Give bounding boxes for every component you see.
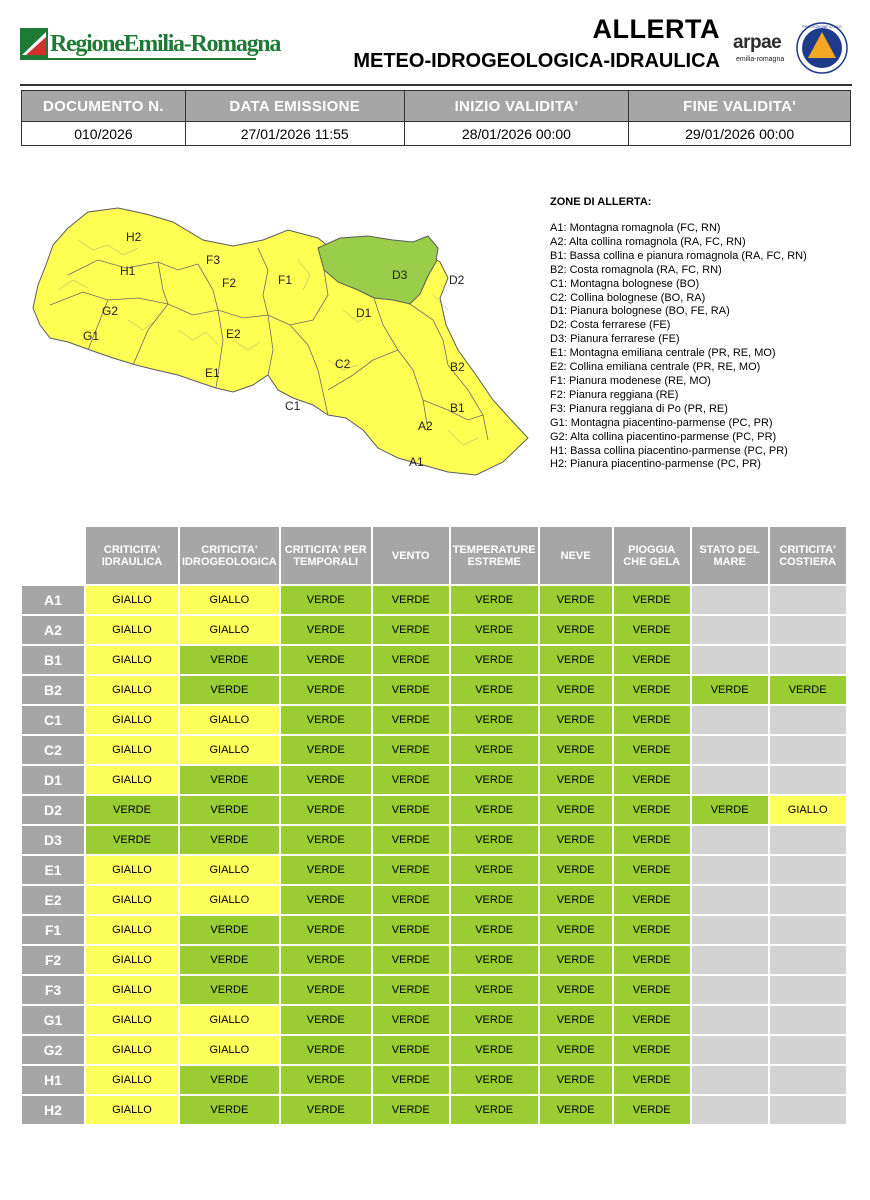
- alert-cell: VERDE: [614, 796, 690, 824]
- alert-cell: [770, 856, 846, 884]
- table-corner: [22, 527, 84, 584]
- alert-cell: VERDE: [540, 916, 612, 944]
- zone-label: G2: [22, 1036, 84, 1064]
- column-header: NEVE: [540, 527, 612, 584]
- region-map-svg: [28, 200, 538, 485]
- zone-legend-item: H1: Bassa collina piacentino-parmense (PC, PR): [550, 444, 788, 457]
- zone-legend-item: B2: Costa romagnola (RA, FC, RN): [550, 263, 722, 276]
- zone-label: D3: [22, 826, 84, 854]
- alert-cell: VERDE: [451, 856, 538, 884]
- zone-label: A2: [22, 616, 84, 644]
- alert-cell: VERDE: [540, 1006, 612, 1034]
- alert-cell: GIALLO: [86, 676, 178, 704]
- arpae-logo-text: arpae: [733, 32, 782, 53]
- alert-cell: [692, 1096, 768, 1124]
- alert-cell: VERDE: [540, 856, 612, 884]
- alert-cell: GIALLO: [86, 766, 178, 794]
- table-row: [22, 916, 846, 944]
- alert-cell: VERDE: [180, 826, 279, 854]
- alert-cell: GIALLO: [180, 1006, 279, 1034]
- zones-legend-title: ZONE DI ALLERTA:: [550, 196, 652, 208]
- alert-cell: VERDE: [281, 856, 371, 884]
- zone-label: H2: [22, 1096, 84, 1124]
- zone-label: C2: [22, 736, 84, 764]
- arpae-logo: [733, 32, 789, 66]
- alert-cell: [692, 646, 768, 674]
- zone-label: D2: [22, 796, 84, 824]
- alert-cell: VERDE: [281, 796, 371, 824]
- protezione-civile-logo-icon: [796, 22, 848, 74]
- region-map: [28, 200, 538, 485]
- alert-cell: VERDE: [614, 916, 690, 944]
- zone-label: B2: [22, 676, 84, 704]
- alert-cell: VERDE: [86, 826, 178, 854]
- alert-cell: [692, 586, 768, 614]
- alert-cell: [692, 916, 768, 944]
- alert-cell: VERDE: [540, 1096, 612, 1124]
- alert-cell: VERDE: [373, 1096, 449, 1124]
- zone-label: F3: [22, 976, 84, 1004]
- zone-legend-item: E2: Collina emiliana centrale (PR, RE, MO): [550, 361, 761, 374]
- alert-cell: [770, 706, 846, 734]
- table-row: [22, 586, 846, 614]
- zone-legend-item: E1: Montagna emiliana centrale (PR, RE, MO): [550, 347, 776, 360]
- table-row: [22, 1006, 846, 1034]
- column-header: CRITICITA' IDRAULICA: [86, 527, 178, 584]
- alert-cell: [692, 736, 768, 764]
- page-title: ALLERTA: [592, 14, 720, 44]
- zone-label: E2: [22, 886, 84, 914]
- alert-cell: [770, 976, 846, 1004]
- alert-table: [20, 525, 848, 1126]
- column-header: TEMPERATURE ESTREME: [451, 527, 538, 584]
- alert-cell: VERDE: [614, 1066, 690, 1094]
- alert-cell: VERDE: [540, 616, 612, 644]
- alert-cell: [692, 856, 768, 884]
- alert-cell: [770, 586, 846, 614]
- alert-cell: VERDE: [373, 1066, 449, 1094]
- zone-legend-item: C2: Collina bolognese (BO, RA): [550, 291, 706, 304]
- alert-cell: VERDE: [180, 676, 279, 704]
- alert-cell: VERDE: [451, 586, 538, 614]
- alert-cell: VERDE: [614, 736, 690, 764]
- alert-cell: VERDE: [373, 616, 449, 644]
- alert-cell: VERDE: [692, 676, 768, 704]
- table-row: [22, 976, 846, 1004]
- alert-cell: VERDE: [451, 736, 538, 764]
- alert-cell: VERDE: [614, 616, 690, 644]
- alert-cell: VERDE: [373, 586, 449, 614]
- alert-cell: GIALLO: [180, 856, 279, 884]
- alert-cell: VERDE: [373, 826, 449, 854]
- alert-cell: VERDE: [180, 796, 279, 824]
- alert-cell: VERDE: [540, 706, 612, 734]
- map-label-f2: F2: [222, 276, 237, 290]
- regione-logo-text: RegioneEmilia-Romagna: [50, 31, 281, 57]
- table-row: [22, 646, 846, 674]
- alert-cell: VERDE: [614, 826, 690, 854]
- table-row: [22, 676, 846, 704]
- column-header: CRITICITA' COSTIERA: [770, 527, 846, 584]
- table-row: [22, 886, 846, 914]
- alert-cell: VERDE: [451, 826, 538, 854]
- alert-cell: [692, 886, 768, 914]
- alert-cell: [770, 736, 846, 764]
- zone-legend-item: H2: Pianura piacentino-parmense (PC, PR): [550, 458, 761, 471]
- alert-cell: VERDE: [373, 766, 449, 794]
- map-label-c2: C2: [335, 357, 351, 371]
- zone-legend-item: D1: Pianura bolognese (BO, FE, RA): [550, 305, 730, 318]
- alert-cell: VERDE: [281, 646, 371, 674]
- doc-header-start: INIZIO VALIDITA': [404, 91, 629, 122]
- map-label-f3: F3: [206, 253, 221, 267]
- alert-cell: VERDE: [180, 1096, 279, 1124]
- alert-cell: VERDE: [373, 706, 449, 734]
- alert-cell: VERDE: [451, 886, 538, 914]
- alert-cell: GIALLO: [86, 1066, 178, 1094]
- alert-cell: VERDE: [373, 946, 449, 974]
- map-label-d3: D3: [392, 268, 408, 282]
- alert-cell: GIALLO: [180, 886, 279, 914]
- alert-cell: VERDE: [373, 886, 449, 914]
- zone-legend-item: G1: Montagna piacentino-parmense (PC, PR): [550, 416, 773, 429]
- alert-cell: VERDE: [540, 946, 612, 974]
- regione-flag-icon: [20, 28, 48, 58]
- alert-cell: VERDE: [180, 946, 279, 974]
- zone-legend-item: A2: Alta collina romagnola (RA, FC, RN): [550, 235, 746, 248]
- alert-cell: VERDE: [540, 1036, 612, 1064]
- alert-cell: VERDE: [540, 976, 612, 1004]
- alert-cell: GIALLO: [86, 706, 178, 734]
- table-row: [22, 1096, 846, 1124]
- alert-cell: VERDE: [451, 646, 538, 674]
- zone-legend-item: F1: Pianura modenese (RE, MO): [550, 374, 711, 387]
- alert-cell: VERDE: [614, 886, 690, 914]
- alert-cell: [692, 1036, 768, 1064]
- alert-cell: VERDE: [281, 916, 371, 944]
- doc-emission-date: 27/01/2026 11:55: [185, 122, 404, 146]
- map-label-d2: D2: [449, 273, 465, 287]
- alert-cell: [770, 1066, 846, 1094]
- alert-cell: VERDE: [692, 796, 768, 824]
- map-label-b1: B1: [450, 401, 465, 415]
- alert-cell: VERDE: [451, 1006, 538, 1034]
- alert-cell: GIALLO: [86, 736, 178, 764]
- alert-cell: GIALLO: [86, 856, 178, 884]
- alert-cell: VERDE: [614, 1036, 690, 1064]
- alert-cell: [770, 946, 846, 974]
- alert-cell: GIALLO: [86, 616, 178, 644]
- alert-cell: VERDE: [540, 736, 612, 764]
- logo-underline: [20, 58, 256, 60]
- map-label-c1: C1: [285, 399, 301, 413]
- alert-cell: VERDE: [614, 766, 690, 794]
- map-label-a2: A2: [418, 419, 433, 433]
- document-info-table: [21, 90, 851, 146]
- doc-header-end: FINE VALIDITA': [629, 91, 851, 122]
- alert-cell: VERDE: [451, 976, 538, 1004]
- column-header: CRITICITA' PER TEMPORALI: [281, 527, 371, 584]
- alert-cell: GIALLO: [86, 646, 178, 674]
- column-header: VENTO: [373, 527, 449, 584]
- alert-cell: VERDE: [281, 1096, 371, 1124]
- zone-label: F2: [22, 946, 84, 974]
- table-row: [22, 736, 846, 764]
- alert-cell: VERDE: [373, 646, 449, 674]
- zone-label: D1: [22, 766, 84, 794]
- arpae-logo-sub: emilia-romagna: [736, 56, 785, 63]
- alert-cell: GIALLO: [86, 1036, 178, 1064]
- alert-cell: GIALLO: [86, 1096, 178, 1124]
- zone-legend-item: B1: Bassa collina e pianura romagnola (RA, FC, RN): [550, 249, 807, 262]
- alert-cell: VERDE: [281, 706, 371, 734]
- map-label-a1: A1: [409, 455, 424, 469]
- alert-cell: VERDE: [770, 676, 846, 704]
- alert-cell: VERDE: [281, 886, 371, 914]
- alert-cell: VERDE: [373, 1036, 449, 1064]
- alert-cell: VERDE: [451, 796, 538, 824]
- alert-cell: GIALLO: [86, 976, 178, 1004]
- alert-cell: VERDE: [451, 1036, 538, 1064]
- zone-legend-item: A1: Montagna romagnola (FC, RN): [550, 222, 721, 234]
- alert-cell: VERDE: [373, 1006, 449, 1034]
- alert-cell: GIALLO: [86, 946, 178, 974]
- alert-cell: VERDE: [281, 826, 371, 854]
- alert-cell: GIALLO: [86, 886, 178, 914]
- alert-cell: GIALLO: [86, 916, 178, 944]
- alert-cell: VERDE: [281, 946, 371, 974]
- map-region-yellow: [33, 208, 528, 475]
- alert-cell: VERDE: [281, 616, 371, 644]
- zone-label: B1: [22, 646, 84, 674]
- alert-cell: VERDE: [540, 676, 612, 704]
- alert-cell: [770, 1036, 846, 1064]
- alert-cell: VERDE: [281, 676, 371, 704]
- alert-cell: VERDE: [540, 1066, 612, 1094]
- alert-cell: VERDE: [281, 1066, 371, 1094]
- zone-legend-item: F2: Pianura reggiana (RE): [550, 388, 679, 401]
- alert-cell: VERDE: [281, 736, 371, 764]
- alert-cell: VERDE: [614, 1096, 690, 1124]
- zone-legend-item: F3: Pianura reggiana di Po (PR, RE): [550, 402, 728, 415]
- doc-end-date: 29/01/2026 00:00: [629, 122, 851, 146]
- alert-cell: [692, 1066, 768, 1094]
- alert-cell: VERDE: [540, 886, 612, 914]
- zone-label: C1: [22, 706, 84, 734]
- alert-cell: VERDE: [281, 1036, 371, 1064]
- zone-label: H1: [22, 1066, 84, 1094]
- zone-legend-item: G2: Alta collina piacentino-parmense (PC, PR): [550, 430, 777, 443]
- alert-cell: VERDE: [373, 916, 449, 944]
- alert-cell: [770, 646, 846, 674]
- doc-header-number: DOCUMENTO N.: [22, 91, 186, 122]
- regione-logo: [20, 28, 281, 60]
- zones-legend: [550, 196, 850, 472]
- alert-cell: [770, 1006, 846, 1034]
- zone-label: A1: [22, 586, 84, 614]
- alert-cell: GIALLO: [770, 796, 846, 824]
- alert-cell: VERDE: [281, 766, 371, 794]
- table-row: [22, 766, 846, 794]
- column-header: CRITICITA' IDROGEOLOGICA: [180, 527, 279, 584]
- doc-start-date: 28/01/2026 00:00: [404, 122, 629, 146]
- alert-cell: GIALLO: [180, 736, 279, 764]
- alert-cell: VERDE: [180, 646, 279, 674]
- alert-cell: VERDE: [373, 976, 449, 1004]
- table-row: [22, 616, 846, 644]
- map-label-b2: B2: [450, 360, 465, 374]
- zone-legend-item: C1: Montagna bolognese (BO): [550, 277, 700, 290]
- alert-cell: VERDE: [451, 706, 538, 734]
- map-label-h1: H1: [120, 264, 136, 278]
- alert-cell: VERDE: [614, 856, 690, 884]
- alert-cell: [692, 946, 768, 974]
- alert-cell: VERDE: [281, 976, 371, 1004]
- alert-cell: VERDE: [614, 646, 690, 674]
- alert-cell: GIALLO: [180, 1036, 279, 1064]
- table-row: [22, 1066, 846, 1094]
- alert-cell: VERDE: [540, 796, 612, 824]
- alert-cell: VERDE: [180, 916, 279, 944]
- zone-legend-item: D3: Pianura ferrarese (FE): [550, 333, 680, 346]
- alert-cell: GIALLO: [180, 586, 279, 614]
- table-row: [22, 1036, 846, 1064]
- map-label-g2: G2: [102, 304, 119, 318]
- alert-cell: VERDE: [180, 976, 279, 1004]
- map-label-e2: E2: [226, 327, 241, 341]
- zone-legend-item: D2: Costa ferrarese (FE): [550, 319, 671, 332]
- alert-cell: [770, 1096, 846, 1124]
- alert-cell: [692, 616, 768, 644]
- map-label-e1: E1: [205, 366, 220, 380]
- alert-cell: VERDE: [451, 1096, 538, 1124]
- zone-label: E1: [22, 856, 84, 884]
- alert-cell: [692, 976, 768, 1004]
- alert-cell: [692, 1006, 768, 1034]
- pc-logo-text: PROTEZIONE CIVILE: [802, 24, 842, 29]
- zone-label: G1: [22, 1006, 84, 1034]
- alert-cell: VERDE: [614, 946, 690, 974]
- alert-cell: [692, 826, 768, 854]
- alert-cell: VERDE: [451, 676, 538, 704]
- alert-cell: GIALLO: [180, 616, 279, 644]
- doc-header-emission: DATA EMISSIONE: [185, 91, 404, 122]
- table-row: [22, 856, 846, 884]
- alert-cell: VERDE: [614, 1006, 690, 1034]
- map-label-f1: F1: [278, 273, 293, 287]
- alert-cell: GIALLO: [86, 586, 178, 614]
- alert-cell: VERDE: [451, 766, 538, 794]
- table-row: [22, 796, 846, 824]
- table-row: [22, 946, 846, 974]
- alert-cell: VERDE: [373, 736, 449, 764]
- alert-cell: VERDE: [86, 796, 178, 824]
- map-label-h2: H2: [126, 230, 142, 244]
- alert-cell: [770, 886, 846, 914]
- alert-cell: VERDE: [451, 1066, 538, 1094]
- alert-cell: VERDE: [373, 676, 449, 704]
- zone-label: F1: [22, 916, 84, 944]
- alert-cell: VERDE: [540, 646, 612, 674]
- alert-cell: VERDE: [451, 916, 538, 944]
- alert-cell: [692, 706, 768, 734]
- alert-cell: GIALLO: [180, 706, 279, 734]
- alert-cell: VERDE: [373, 796, 449, 824]
- alert-cell: VERDE: [614, 976, 690, 1004]
- alert-cell: VERDE: [451, 946, 538, 974]
- table-row: [22, 826, 846, 854]
- page-subtitle: METEO-IDROGEOLOGICA-IDRAULICA: [353, 50, 720, 72]
- alert-cell: VERDE: [614, 586, 690, 614]
- alert-cell: VERDE: [451, 616, 538, 644]
- alert-cell: VERDE: [540, 586, 612, 614]
- alert-cell: VERDE: [281, 586, 371, 614]
- map-label-g1: G1: [83, 329, 100, 343]
- map-label-d1: D1: [356, 306, 372, 320]
- column-header: PIOGGIA CHE GELA: [614, 527, 690, 584]
- doc-number: 010/2026: [22, 122, 186, 146]
- alert-cell: [770, 766, 846, 794]
- alert-cell: VERDE: [614, 676, 690, 704]
- alert-cell: [692, 766, 768, 794]
- header-divider: [20, 84, 852, 86]
- alert-cell: VERDE: [540, 766, 612, 794]
- alert-cell: VERDE: [540, 826, 612, 854]
- alert-cell: VERDE: [180, 766, 279, 794]
- alert-cell: GIALLO: [86, 1006, 178, 1034]
- alert-cell: VERDE: [281, 1006, 371, 1034]
- alert-cell: [770, 616, 846, 644]
- table-row: [22, 706, 846, 734]
- alert-cell: [770, 826, 846, 854]
- alert-cell: VERDE: [180, 1066, 279, 1094]
- alert-cell: VERDE: [373, 856, 449, 884]
- column-header: STATO DEL MARE: [692, 527, 768, 584]
- alert-cell: [770, 916, 846, 944]
- alert-cell: VERDE: [614, 706, 690, 734]
